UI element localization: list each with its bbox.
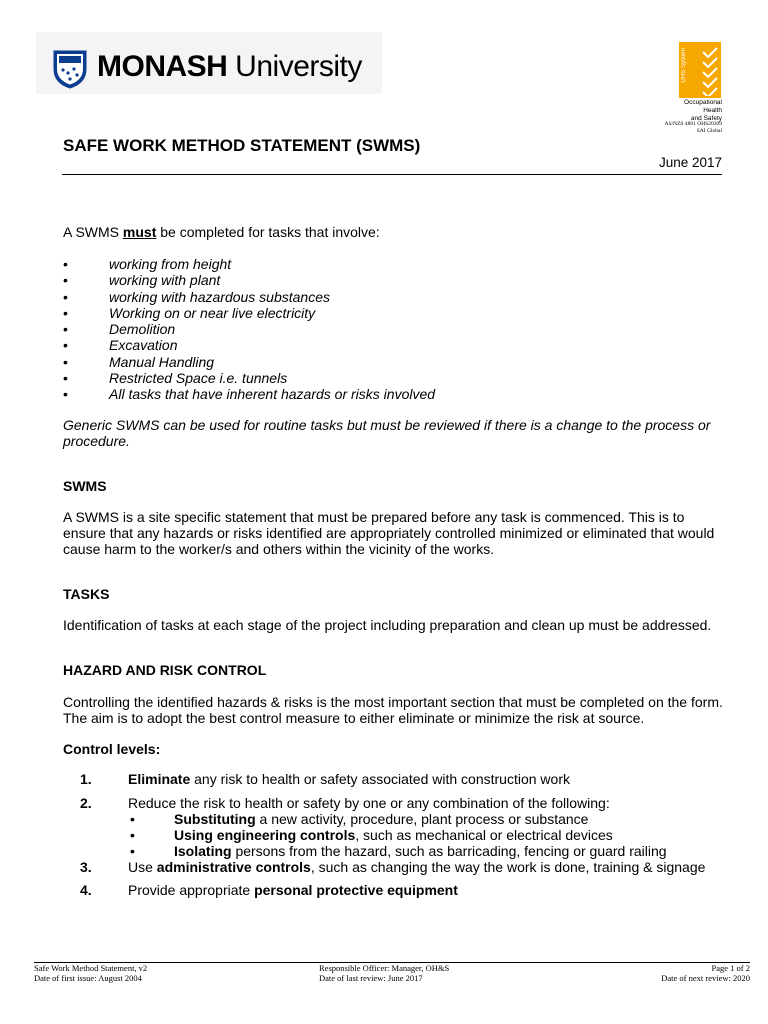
section-heading-swms: SWMS bbox=[63, 478, 107, 494]
control-number-4: 4. bbox=[80, 882, 92, 898]
footer-center: Responsible Officer: Manager, OH&S Date of last review: June 2017 bbox=[319, 963, 450, 983]
sub-bullet: • bbox=[130, 827, 135, 843]
control-number-3: 3. bbox=[80, 859, 92, 875]
list-item: • Demolition bbox=[63, 321, 176, 338]
sub-bullet: • bbox=[130, 811, 135, 827]
control-number-2: 2. bbox=[80, 795, 92, 811]
footer-left: Safe Work Method Statement, v2 Date of first issue: August 2004 bbox=[34, 963, 148, 983]
section-body-swms: A SWMS is a site specific statement that must be prepared before any task is commenced. This is to ensure that any hazards or risks identified are appropriately controlled minimized or eliminated that would cause harm to the worker/s and others within the vicinity of the works. bbox=[63, 509, 715, 557]
document-title: SAFE WORK METHOD STATEMENT (SWMS) bbox=[63, 136, 421, 155]
ohs-standard: AS/NZS 4801 OHS20309 SAI Global bbox=[664, 121, 722, 134]
section-body-hazard: Controlling the identified hazards & risks is the most important section that must be completed on the form. The aim is to adopt the best control measure to either eliminate or minimize the risk at source. bbox=[63, 694, 723, 726]
generic-swms-note: Generic SWMS can be used for routine tasks but must be reviewed if there is a change to the process or procedure. bbox=[63, 417, 711, 449]
sub-bullet: • bbox=[130, 843, 135, 859]
checkmarks-icon bbox=[700, 46, 720, 96]
section-heading-tasks: TASKS bbox=[63, 586, 110, 602]
control-subitem: Substituting a new activity, procedure, plant process or substance bbox=[174, 811, 589, 827]
list-item: • All tasks that have inherent hazards or risks involved bbox=[63, 386, 436, 403]
ohs-badge-label: OHS System bbox=[681, 48, 687, 83]
control-item-4: Provide appropriate personal protective equipment bbox=[128, 882, 458, 898]
control-subitem: Isolating persons from the hazard, such as barricading, fencing or guard railing bbox=[174, 843, 667, 859]
section-heading-hazard: HAZARD AND RISK CONTROL bbox=[63, 662, 267, 678]
intro-paragraph: A SWMS must be completed for tasks that involve: bbox=[63, 224, 380, 240]
list-item: • Restricted Space i.e. tunnels bbox=[63, 370, 288, 387]
monash-crest-icon bbox=[52, 49, 88, 89]
list-item: • Manual Handling bbox=[63, 353, 215, 370]
ohs-caption: Occupational Health and Safety bbox=[684, 99, 722, 122]
task-type-list bbox=[63, 256, 435, 403]
section-heading-control-levels: Control levels: bbox=[63, 741, 161, 757]
university-logo-text: MONASH University bbox=[97, 50, 362, 83]
control-subitem: Using engineering controls, such as mechanical or electrical devices bbox=[174, 827, 613, 843]
title-divider bbox=[62, 174, 722, 175]
control-number-1: 1. bbox=[80, 771, 92, 787]
footer-right: Page 1 of 2 Date of next review: 2020 bbox=[661, 963, 750, 983]
section-body-tasks: Identification of tasks at each stage of the project including preparation and clean up must be addressed. bbox=[63, 617, 712, 633]
document-date: June 2017 bbox=[658, 155, 722, 170]
list-item: • working with plant bbox=[63, 272, 221, 289]
control-item-2: Reduce the risk to health or safety by one or any combination of the following: bbox=[128, 795, 610, 811]
control-item-3: Use administrative controls, such as changing the way the work is done, training & signage bbox=[128, 859, 706, 875]
list-item: • Working on or near live electricity bbox=[63, 304, 316, 321]
list-item: • working with hazardous substances bbox=[63, 288, 331, 305]
control-item-1: Eliminate any risk to health or safety associated with construction work bbox=[128, 771, 570, 787]
list-item: • Excavation bbox=[63, 337, 178, 354]
list-item: • working from height bbox=[63, 256, 232, 272]
